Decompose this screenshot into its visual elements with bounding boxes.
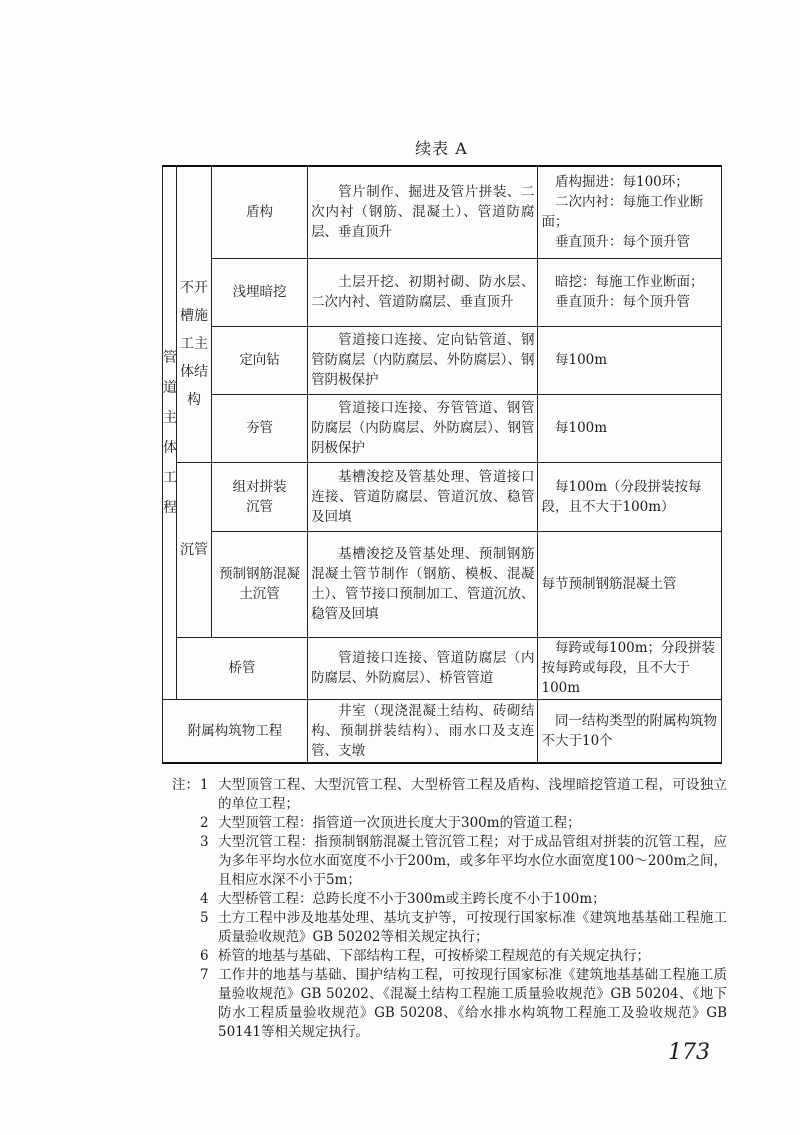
note-item xyxy=(172,833,727,890)
table-row xyxy=(163,258,722,326)
measure-line: 同一结构类型的附属构筑物不大于10个 xyxy=(541,712,717,749)
table-caption: 续表 A xyxy=(415,139,468,158)
note-number: 5 xyxy=(200,910,209,926)
item-cell: 盾构 xyxy=(212,166,308,258)
content-cell: 基槽浚挖及管基处理、管道接口连接、管道防腐层、管道沉放、稳管及回填 xyxy=(308,462,538,531)
content-cell: 土层开挖、初期衬砌、防水层、二次内衬、管道防腐层、垂直顶升 xyxy=(308,258,538,326)
measure-line: 二次内衬：每施工作业断面； xyxy=(541,194,704,231)
note-text: 大型桥管工程：总跨长度不小于300m或主跨长度不小于100m； xyxy=(218,891,606,907)
note-number: 3 xyxy=(200,834,209,850)
note-text: 大型沉管工程：指预制钢筋混凝土管沉管工程；对于成品管组对拼装的沉管工程，应为多年平均水位水面宽度不小于200m，或多年平均水位水面宽度100～200m之间，且相应水深不小于5m； xyxy=(218,834,727,888)
content-cell: 管道接口连接、管道防腐层（内防腐层、外防腐层）、桥管管道 xyxy=(308,637,538,699)
measure-line: 每100m（分段拼装按每段，且不大于100m） xyxy=(541,478,702,515)
measure-line: 每100m xyxy=(554,420,608,436)
measure-line: 每跨或每100m；分段拼装按每跨或每段，且不大于100m xyxy=(541,640,716,696)
measure-line: 每节预制钢筋混凝土管 xyxy=(541,576,677,592)
measure-cell xyxy=(538,637,722,699)
table-row xyxy=(163,166,722,258)
table-row xyxy=(163,699,722,763)
sub-trenchless-label: 不开槽施工主体结构 xyxy=(179,280,208,409)
table-row xyxy=(163,531,722,637)
note-number: 6 xyxy=(200,948,209,964)
item-cell: 桥管 xyxy=(176,637,307,699)
item-cell: 定向钻 xyxy=(212,326,308,394)
measure-line: 垂直顶升：每个顶升管 xyxy=(554,294,690,310)
item-cell: 预制钢筋混凝土沉管 xyxy=(212,531,308,637)
note-text: 桥管的地基与基础、下部结构工程，可按桥梁工程规范的有关规定执行； xyxy=(218,948,650,964)
note-number: 1 xyxy=(200,777,209,793)
measure-line: 盾构掘进：每100环； xyxy=(554,174,689,191)
measure-cell xyxy=(538,166,722,258)
content-cell: 基槽浚挖及管基处理、预制钢筋混凝土管节制作（钢筋、模板、混凝土）、管节接口预制加工、管道沉放、稳管及回填 xyxy=(308,531,538,637)
table-row xyxy=(163,394,722,462)
measure-line: 暗挖：每施工作业断面； xyxy=(554,274,704,290)
measure-cell xyxy=(538,258,722,326)
notes-label: 注： xyxy=(172,777,199,793)
measure-cell xyxy=(538,326,722,394)
note-text: 工作井的地基与基础、围护结构工程，可按现行国家标准《建筑地基基础工程施工质量验收规范》GB 50202、《混凝土结构工程施工质量验收规范》GB 50204、《地下防水工程质量验收规范》GB 50208、《给水排水构筑物工程施工及验收规范》GB 50141等相关规定执行。 xyxy=(218,967,727,1040)
content-cell: 管片制作、掘进及管片拼装、二次内衬（钢筋、混凝土）、管道防腐层、垂直顶升 xyxy=(308,166,538,258)
note-item xyxy=(172,890,727,909)
item-cell: 组对拼装沉管 xyxy=(212,462,308,531)
group-main-cell xyxy=(163,166,177,699)
item-cell: 附属构筑物工程 xyxy=(163,699,308,763)
measure-cell xyxy=(538,699,722,763)
note-item xyxy=(172,776,727,814)
item-cell: 浅埋暗挖 xyxy=(212,258,308,326)
measure-line: 每100m xyxy=(554,352,608,368)
division-table xyxy=(162,165,722,764)
table-row xyxy=(163,637,722,699)
note-item xyxy=(172,966,727,1042)
measure-cell xyxy=(538,531,722,637)
measure-cell xyxy=(538,394,722,462)
note-number: 2 xyxy=(200,815,209,831)
measure-cell xyxy=(538,462,722,531)
page-number: 173 xyxy=(668,1040,710,1065)
item-cell: 夯管 xyxy=(212,394,308,462)
content-cell: 管道接口连接、夯管管道、钢管防腐层（内防腐层、外防腐层）、钢管阴极保护 xyxy=(308,394,538,462)
group-main-label: 管道主体工程 xyxy=(163,349,177,516)
note-text: 大型顶管工程、大型沉管工程、大型桥管工程及盾构、浅埋暗挖管道工程，可设独立的单位工程； xyxy=(218,777,727,812)
sub-sinking-label: 沉管 xyxy=(179,541,208,558)
table-row xyxy=(163,326,722,394)
note-number: 4 xyxy=(200,891,209,907)
note-text: 大型顶管工程：指管道一次顶进长度大于300m的管道工程； xyxy=(218,815,581,831)
note-item xyxy=(172,814,727,833)
note-item xyxy=(172,947,727,966)
notes-section xyxy=(172,776,727,1042)
table-row xyxy=(163,462,722,531)
content-cell: 井室（现浇混凝土结构、砖砌结构、预制拼装结构）、雨水口及支连管、支墩 xyxy=(308,699,538,763)
note-text: 土方工程中涉及地基处理、基坑支护等，可按现行国家标准《建筑地基基础工程施工质量验收规范》GB 50202等相关规定执行； xyxy=(218,910,727,945)
sub-sinking-cell xyxy=(176,462,211,637)
note-number: 7 xyxy=(200,967,209,983)
sub-trenchless-cell xyxy=(176,166,211,462)
note-item xyxy=(172,909,727,947)
content-cell: 管道接口连接、定向钻管道、钢管防腐层（内防腐层、外防腐层）、钢管阴极保护 xyxy=(308,326,538,394)
measure-line: 垂直顶升：每个顶升管 xyxy=(554,234,690,251)
